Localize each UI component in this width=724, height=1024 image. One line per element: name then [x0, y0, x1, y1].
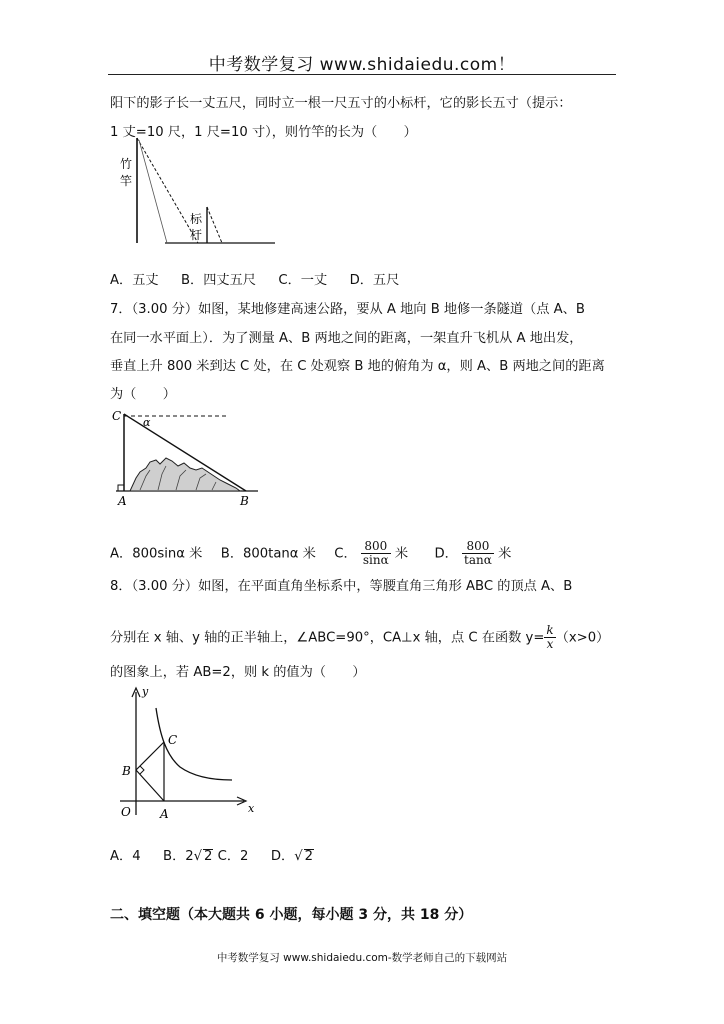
q8-option-d-sqrt-icon: √	[294, 849, 303, 864]
q8-label-y: y	[142, 685, 149, 698]
page-header-title: 中考数学复习 www.shidaiedu.com！	[208, 55, 516, 75]
q8-fraction-denominator: x	[546, 637, 554, 651]
q8-fraction-numerator: k	[546, 623, 554, 637]
q8-line-2-prefix: 分别在 x 轴、y 轴的正半轴上，∠ABC=90°，CA⊥x 轴，点 C 在函数 y=	[110, 630, 545, 646]
q8-options	[110, 848, 314, 866]
q7-option-a: A．800sinα 米	[110, 546, 203, 562]
q6-option-b: B．四丈五尺	[181, 273, 256, 288]
q6-option-d: D．五尺	[349, 273, 400, 288]
q7-text-line-2: 在同一水平面上）．为了测量 A、B 两地之间的距离，一架直升飞机从 A 地出发，	[110, 331, 583, 346]
q7-label-c: C	[112, 409, 122, 423]
q8-option-d-prefix: D．	[270, 849, 295, 864]
q6-text-line-2: 1 丈=10 尺，1 尺=10 寸），则竹竿的长为（ ）	[110, 125, 417, 140]
q8-option-b-radicand: 2	[204, 849, 213, 864]
q7-option-d-numerator: 800	[462, 540, 494, 554]
q8-line-2-suffix: （x>0）	[555, 630, 610, 646]
q6-text-line-1: 阳下的影子长一丈五尺，同时立一根一尺五寸的小标杆，它的影长五寸（提示：	[110, 96, 572, 111]
q8-side-ba	[136, 770, 164, 801]
q8-text-line-1: 8．（3.00 分）如图，在平面直角坐标系中，等腰直角三角形 ABC 的顶点 A、B	[110, 579, 573, 594]
q7-text-line-3: 垂直上升 800 米到达 C 处，在 C 处观察 B 地的俯角为 α，则 A、B 两地之间的距离	[110, 359, 605, 374]
q7-option-d-prefix: D．	[434, 546, 458, 562]
q7-option-c-prefix: C．	[334, 546, 357, 562]
q7-option-d-suffix: 米	[498, 546, 512, 562]
q8-label-b: B	[122, 764, 131, 778]
q8-option-a: A．4	[110, 849, 141, 864]
q7-option-b: B．800tanα 米	[220, 546, 316, 562]
section-2-title: 二、填空题（本大题共 6 小题，每小题 3 分，共 18 分）	[110, 907, 473, 923]
q8-option-c: C．2	[217, 849, 249, 864]
q8-label-a: A	[160, 807, 169, 821]
q6-pole-label-2: 杆	[190, 228, 203, 242]
q8-text-line-3: 的图象上，若 AB=2，则 k 的值为（ ）	[110, 665, 366, 680]
q6-bamboo-label-1: 竹	[120, 157, 133, 171]
q8-label-o: O	[121, 805, 131, 819]
q7-option-c-numerator: 800	[361, 540, 391, 554]
q8-option-b-prefix: B．2	[163, 849, 194, 864]
q8-option-d-radicand: 2	[304, 849, 313, 864]
q8-option-b-sqrt-icon: √	[193, 849, 203, 864]
q6-bamboo-label-2: 竿	[120, 174, 133, 188]
q7-option-c-suffix: 米	[394, 546, 409, 562]
q7-text-line-4: 为（ ）	[110, 387, 176, 402]
q7-label-a: A	[118, 494, 127, 508]
q6-option-c: C．一丈	[278, 273, 328, 288]
q7-text-line-1: 7．（3.00 分）如图，某地修建高速公路，要从 A 地向 B 地修一条隧道（点 A、B	[110, 302, 585, 317]
q7-label-alpha: α	[143, 416, 151, 429]
q8-label-c: C	[168, 733, 178, 747]
q6-pole-label-1: 标	[190, 212, 203, 226]
q7-option-d-denominator: tanα	[464, 553, 492, 567]
q7-label-b: B	[240, 494, 249, 508]
q8-right-angle-mark	[140, 766, 144, 774]
q6-option-a: A．五丈	[110, 273, 159, 288]
q7-option-c-denominator: sinα	[362, 553, 389, 567]
q8-label-x: x	[248, 802, 255, 815]
page-footer: 中考数学复习 www.shidaiedu.com-数学老师自己的下载网站	[216, 952, 508, 964]
